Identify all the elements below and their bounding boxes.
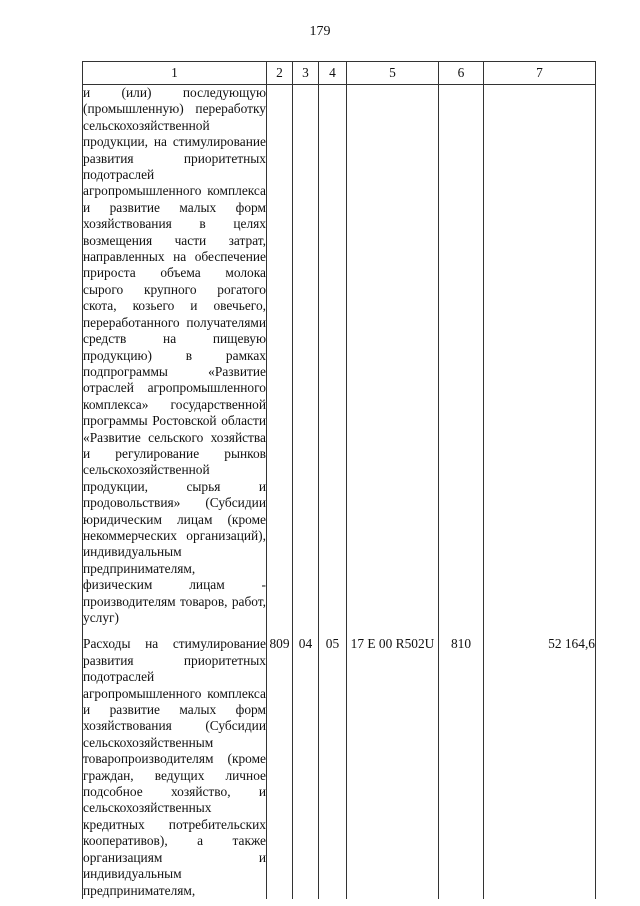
row-ministry-code <box>267 85 293 633</box>
column-header-5: 5 <box>347 62 439 85</box>
row-amount: 52 164,6 <box>484 632 596 899</box>
table-row <box>83 85 596 633</box>
row-ministry-code: 809 <box>267 632 293 899</box>
row-expense-type-code: 810 <box>439 632 484 899</box>
table-row <box>83 632 596 899</box>
budget-table <box>82 61 596 899</box>
row-description: Расходы на стимулирование развития приоритетных подотраслей агропромышленного комплекса и развитие малых форм хозяйствования (Субсидии сельскохозяйственным товаропроизводителям (кроме граждан, ведущих личное подсобное хозяйство, и сельскохозяйственных кредитных потребительских кооперативов), а также организациям и индивидуальным предпринимателям, <box>83 632 267 899</box>
column-header-7: 7 <box>484 62 596 85</box>
row-section-code: 04 <box>293 632 319 899</box>
column-header-6: 6 <box>439 62 484 85</box>
column-number-row <box>83 62 596 85</box>
row-target-item-code <box>347 85 439 633</box>
column-header-1: 1 <box>83 62 267 85</box>
column-header-4: 4 <box>319 62 347 85</box>
row-subsection-code: 05 <box>319 632 347 899</box>
row-amount <box>484 85 596 633</box>
row-section-code <box>293 85 319 633</box>
row-description: и (или) последующую (промышленную) переработку сельскохозяйственной продукции, на стимулирование развития приоритетных подотраслей агропромышленного комплекса и развитие малых форм хозяйствования в целях возмещения части затрат, направленных на обеспечение прироста объема молока сырого крупного рогатого скота, козьего и овечьего, переработанного получателями средств на пищевую продукцию) в рамках подпрограммы «Развитие отраслей агропромышленного комплекса» государственной программы Ростовской области «Развитие сельского хозяйства и регулирование рынков сельскохозяйственной продукции, сырья и продовольствия» (Субсидии юридическим лицам (кроме некоммерческих организаций), индивидуальным предпринимателям, физическим лицам - производителям товаров, работ, услуг) <box>83 85 267 633</box>
page-number: 179 <box>309 24 331 39</box>
column-header-2: 2 <box>267 62 293 85</box>
row-subsection-code <box>319 85 347 633</box>
column-header-3: 3 <box>293 62 319 85</box>
row-expense-type-code <box>439 85 484 633</box>
row-target-item-code: 17 Е 00 R502U <box>347 632 439 899</box>
